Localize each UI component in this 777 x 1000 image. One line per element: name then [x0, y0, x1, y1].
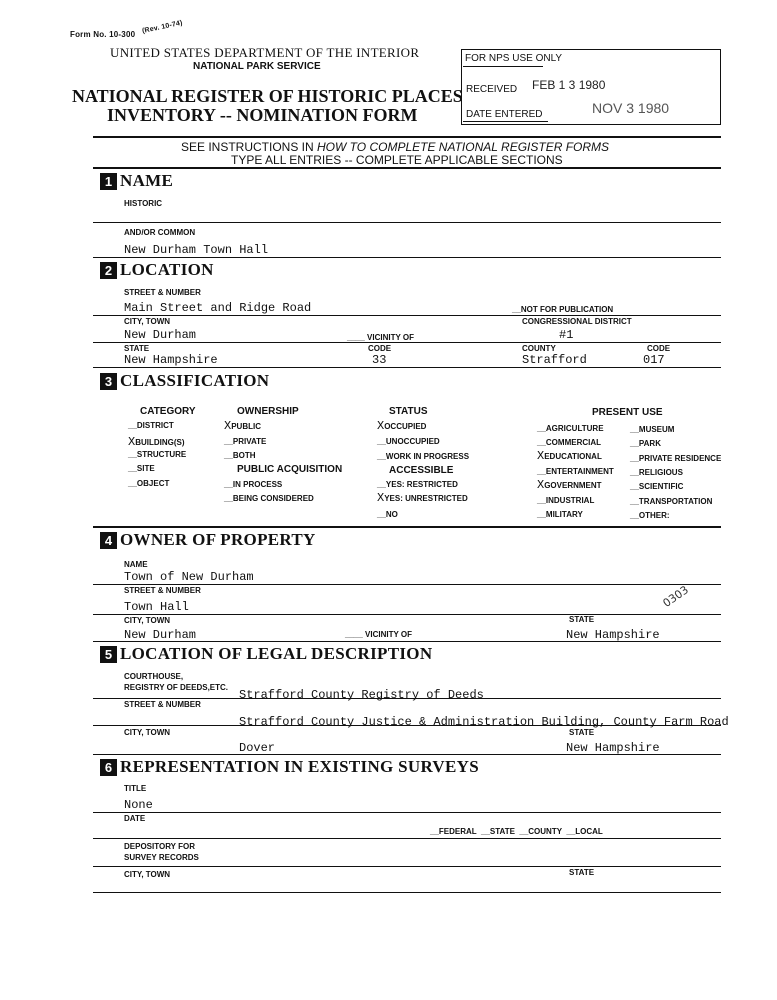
- depository-city-label: CITY, TOWN: [124, 870, 171, 879]
- check-mark: X: [377, 491, 385, 505]
- not-for-publication-text: NOT FOR PUBLICATION: [520, 305, 614, 314]
- nps-use-label: FOR NPS USE ONLY: [465, 53, 563, 64]
- legal-state-value: New Hampshire: [566, 741, 660, 755]
- section-title: LOCATION: [120, 260, 214, 279]
- divider: [93, 892, 721, 893]
- owner-street-value: Town Hall: [124, 600, 189, 614]
- checkbox-in-process[interactable]: __IN PROCESS: [224, 480, 283, 489]
- checkbox-being-considered[interactable]: __BEING CONSIDERED: [224, 494, 314, 503]
- option-label: ENTERTAINMENT: [545, 467, 614, 476]
- checkbox-other[interactable]: __OTHER:: [630, 511, 670, 520]
- vicinity-text: VICINITY OF: [367, 333, 414, 342]
- checkbox-site[interactable]: __SITE: [128, 464, 155, 473]
- divider: [93, 866, 721, 867]
- option-label: PRIVATE RESIDENCE: [638, 454, 722, 463]
- accessible-heading: ACCESSIBLE: [389, 465, 454, 476]
- option-label: SCIENTIFIC: [638, 482, 684, 491]
- handwritten-note: 0303: [660, 583, 691, 610]
- vicinity-text: VICINITY OF: [365, 630, 412, 639]
- divider: [93, 222, 721, 223]
- not-for-publication-label: __NOT FOR PUBLICATION: [512, 305, 614, 314]
- state-value: New Hampshire: [124, 353, 218, 367]
- option-label: IN PROCESS: [232, 480, 283, 489]
- city-value: New Durham: [124, 328, 197, 342]
- legal-street-value: Strafford County Justice & Administration Building, County Farm Road: [239, 715, 729, 729]
- checkbox-district[interactable]: __DISTRICT: [128, 421, 174, 430]
- check-mark: X: [128, 435, 136, 449]
- form-number: Form No. 10-300: [70, 30, 136, 39]
- option-label: MILITARY: [545, 510, 583, 519]
- owner-state-label: STATE: [569, 615, 595, 624]
- department-name: UNITED STATES DEPARTMENT OF THE INTERIOR: [110, 45, 420, 60]
- checkbox-religious[interactable]: __RELIGIOUS: [630, 468, 683, 477]
- checkbox-work-in-progress[interactable]: __WORK IN PROGRESS: [377, 452, 470, 461]
- street-label: STREET & NUMBER: [124, 288, 201, 297]
- section-1-heading: [100, 171, 173, 191]
- section-title: CLASSIFICATION: [120, 371, 270, 390]
- form-title-line1: NATIONAL REGISTER OF HISTORIC PLACES: [72, 86, 463, 106]
- form-revision: (Rev. 10-74): [141, 19, 184, 35]
- owner-name-value: Town of New Durham: [124, 570, 254, 584]
- checkbox-scientific[interactable]: __SCIENTIFIC: [630, 482, 684, 491]
- option-label: MUSEUM: [638, 425, 675, 434]
- checkbox-buildings[interactable]: [128, 435, 185, 449]
- legal-street-label: STREET & NUMBER: [124, 700, 201, 709]
- option-label: OBJECT: [136, 479, 170, 488]
- check-mark: X: [537, 478, 545, 492]
- check-mark: X: [537, 449, 545, 463]
- option-label: SITE: [136, 464, 155, 473]
- checkbox-private[interactable]: __PRIVATE: [224, 437, 267, 446]
- federal-option[interactable]: FEDERAL: [438, 827, 477, 836]
- legal-city-value: Dover: [239, 741, 276, 755]
- checkbox-structure[interactable]: __STRUCTURE: [128, 450, 187, 459]
- divider: [463, 121, 548, 122]
- divider: [93, 725, 721, 726]
- divider: [93, 584, 721, 585]
- checkbox-museum[interactable]: __MUSEUM: [630, 425, 675, 434]
- divider: [93, 367, 721, 368]
- depository-label-2: SURVEY RECORDS: [124, 853, 199, 862]
- option-label: INDUSTRIAL: [545, 496, 595, 505]
- option-label: YES: UNRESTRICTED: [384, 494, 468, 503]
- survey-title-label: TITLE: [124, 784, 147, 793]
- option-label: BOTH: [232, 451, 256, 460]
- divider: [93, 342, 721, 343]
- common-name-label: AND/OR COMMON: [124, 228, 196, 237]
- option-label: WORK IN PROGRESS: [385, 452, 470, 461]
- county-code-value: 017: [643, 353, 665, 367]
- checkbox-occupied[interactable]: [377, 419, 426, 433]
- checkbox-yes-restricted[interactable]: __YES: RESTRICTED: [377, 480, 458, 489]
- option-label: OTHER:: [638, 511, 670, 520]
- courthouse-value: Strafford County Registry of Deeds: [239, 688, 484, 702]
- option-label: BEING CONSIDERED: [232, 494, 314, 503]
- checkbox-yes-unrestricted[interactable]: [377, 491, 468, 505]
- date-entered-stamp: NOV 3 1980: [592, 100, 670, 116]
- divider: [463, 66, 543, 67]
- checkbox-transportation[interactable]: __TRANSPORTATION: [630, 497, 713, 506]
- option-label: AGRICULTURE: [545, 424, 604, 433]
- public-acquisition-heading: PUBLIC ACQUISITION: [237, 464, 343, 475]
- county-label: COUNTY: [522, 344, 556, 353]
- courthouse-label-1: COURTHOUSE,: [124, 672, 184, 681]
- instructions-prefix: SEE INSTRUCTIONS IN: [181, 140, 318, 154]
- section-title: REPRESENTATION IN EXISTING SURVEYS: [120, 757, 479, 776]
- section-title: OWNER OF PROPERTY: [120, 530, 316, 549]
- option-label: DISTRICT: [136, 421, 174, 430]
- divider: [93, 257, 721, 258]
- vicinity-label: ____ VICINITY OF: [347, 333, 414, 342]
- checkbox-agriculture[interactable]: __AGRICULTURE: [537, 424, 604, 433]
- checkbox-both[interactable]: __BOTH: [224, 451, 256, 460]
- owner-street-label: STREET & NUMBER: [124, 586, 201, 595]
- option-label: TRANSPORTATION: [638, 497, 713, 506]
- county-code-label: CODE: [647, 344, 671, 353]
- congressional-district-value: #1: [559, 328, 574, 342]
- option-label: STRUCTURE: [136, 450, 187, 459]
- county-value: Strafford: [522, 353, 587, 367]
- section-number: 4: [100, 532, 117, 549]
- state-code-label: CODE: [368, 344, 392, 353]
- section-3-heading: [100, 371, 269, 391]
- checkbox-government[interactable]: [537, 478, 602, 492]
- congressional-district-label: CONGRESSIONAL DISTRICT: [522, 317, 632, 326]
- check-mark: X: [224, 419, 232, 433]
- ownership-heading: OWNERSHIP: [237, 406, 299, 417]
- checkbox-public[interactable]: [224, 419, 261, 433]
- survey-date-label: DATE: [124, 814, 146, 823]
- option-label: NO: [385, 510, 398, 519]
- check-mark: X: [377, 419, 385, 433]
- option-label: EDUCATIONAL: [544, 452, 602, 461]
- section-title: NAME: [120, 171, 174, 190]
- present-use-heading: PRESENT USE: [592, 407, 663, 418]
- owner-vicinity-label: ____ VICINITY OF: [345, 630, 412, 639]
- historic-label: HISTORIC: [124, 199, 163, 208]
- divider: [93, 838, 721, 839]
- category-heading: CATEGORY: [140, 406, 196, 417]
- owner-city-value: New Durham: [124, 628, 197, 642]
- section-title: LOCATION OF LEGAL DESCRIPTION: [120, 644, 433, 663]
- section-4-heading: [100, 530, 316, 550]
- received-stamp: FEB 1 3 1980: [532, 78, 606, 92]
- service-name: NATIONAL PARK SERVICE: [193, 61, 321, 72]
- street-value: Main Street and Ridge Road: [124, 301, 312, 315]
- city-label: CITY, TOWN: [124, 317, 171, 326]
- option-label: GOVERNMENT: [544, 481, 602, 490]
- state-option[interactable]: STATE: [489, 827, 515, 836]
- checkbox-industrial[interactable]: __INDUSTRIAL: [537, 496, 595, 505]
- divider: [93, 167, 721, 169]
- depository-label-1: DEPOSITORY FOR: [124, 842, 195, 851]
- owner-name-label: NAME: [124, 560, 148, 569]
- legal-state-label: STATE: [569, 728, 595, 737]
- divider: [93, 754, 721, 755]
- divider: [93, 812, 721, 813]
- checkbox-educational[interactable]: [537, 449, 602, 463]
- option-label: RELIGIOUS: [638, 468, 683, 477]
- legal-city-label: CITY, TOWN: [124, 728, 171, 737]
- state-label: STATE: [124, 344, 150, 353]
- option-label: PRIVATE: [232, 437, 267, 446]
- section-number: 3: [100, 373, 117, 390]
- checkbox-military[interactable]: __MILITARY: [537, 510, 583, 519]
- option-label: UNOCCUPIED: [385, 437, 440, 446]
- section-number: 5: [100, 646, 117, 663]
- option-label: YES: RESTRICTED: [385, 480, 458, 489]
- survey-level-options: __FEDERAL __STATE __COUNTY __LOCAL: [430, 827, 603, 836]
- divider: [93, 526, 721, 528]
- county-option[interactable]: COUNTY: [528, 827, 562, 836]
- depository-state-label: STATE: [569, 868, 595, 877]
- instructions-line2: TYPE ALL ENTRIES -- COMPLETE APPLICABLE SECTIONS: [231, 153, 563, 167]
- checkbox-commercial[interactable]: __COMMERCIAL: [537, 438, 602, 447]
- common-name-value: New Durham Town Hall: [124, 243, 269, 257]
- courthouse-label-2: REGISTRY OF DEEDS,ETC.: [124, 683, 229, 692]
- received-label: RECEIVED: [466, 84, 518, 95]
- survey-title-value: None: [124, 798, 153, 812]
- instructions-line1: [181, 140, 609, 154]
- divider: [93, 641, 721, 642]
- option-label: BUILDING(S): [135, 438, 185, 447]
- checkbox-private-residence[interactable]: __PRIVATE RESIDENCE: [630, 454, 722, 463]
- checkbox-park[interactable]: __PARK: [630, 439, 661, 448]
- checkbox-unoccupied[interactable]: __UNOCCUPIED: [377, 437, 440, 446]
- section-6-heading: [100, 757, 479, 777]
- option-label: OCCUPIED: [384, 422, 427, 431]
- divider: [93, 614, 721, 615]
- instructions-italic: HOW TO COMPLETE NATIONAL REGISTER FORMS: [317, 140, 610, 154]
- checkbox-entertainment[interactable]: __ENTERTAINMENT: [537, 467, 614, 476]
- local-option[interactable]: LOCAL: [575, 827, 603, 836]
- divider: [93, 698, 721, 699]
- option-label: PARK: [638, 439, 661, 448]
- divider: [93, 315, 721, 316]
- section-5-heading: [100, 644, 432, 664]
- owner-city-label: CITY, TOWN: [124, 616, 171, 625]
- checkbox-no[interactable]: __NO: [377, 510, 398, 519]
- state-code-value: 33: [372, 353, 387, 367]
- section-number: 1: [100, 173, 117, 190]
- option-label: PUBLIC: [231, 422, 261, 431]
- section-number: 6: [100, 759, 117, 776]
- section-2-heading: [100, 260, 214, 280]
- date-entered-label: DATE ENTERED: [466, 109, 543, 120]
- checkbox-object[interactable]: __OBJECT: [128, 479, 170, 488]
- option-label: COMMERCIAL: [545, 438, 602, 447]
- section-number: 2: [100, 262, 117, 279]
- owner-state-value: New Hampshire: [566, 628, 660, 642]
- status-heading: STATUS: [389, 406, 428, 417]
- divider: [93, 136, 721, 138]
- form-title-line2: INVENTORY -- NOMINATION FORM: [107, 105, 418, 125]
